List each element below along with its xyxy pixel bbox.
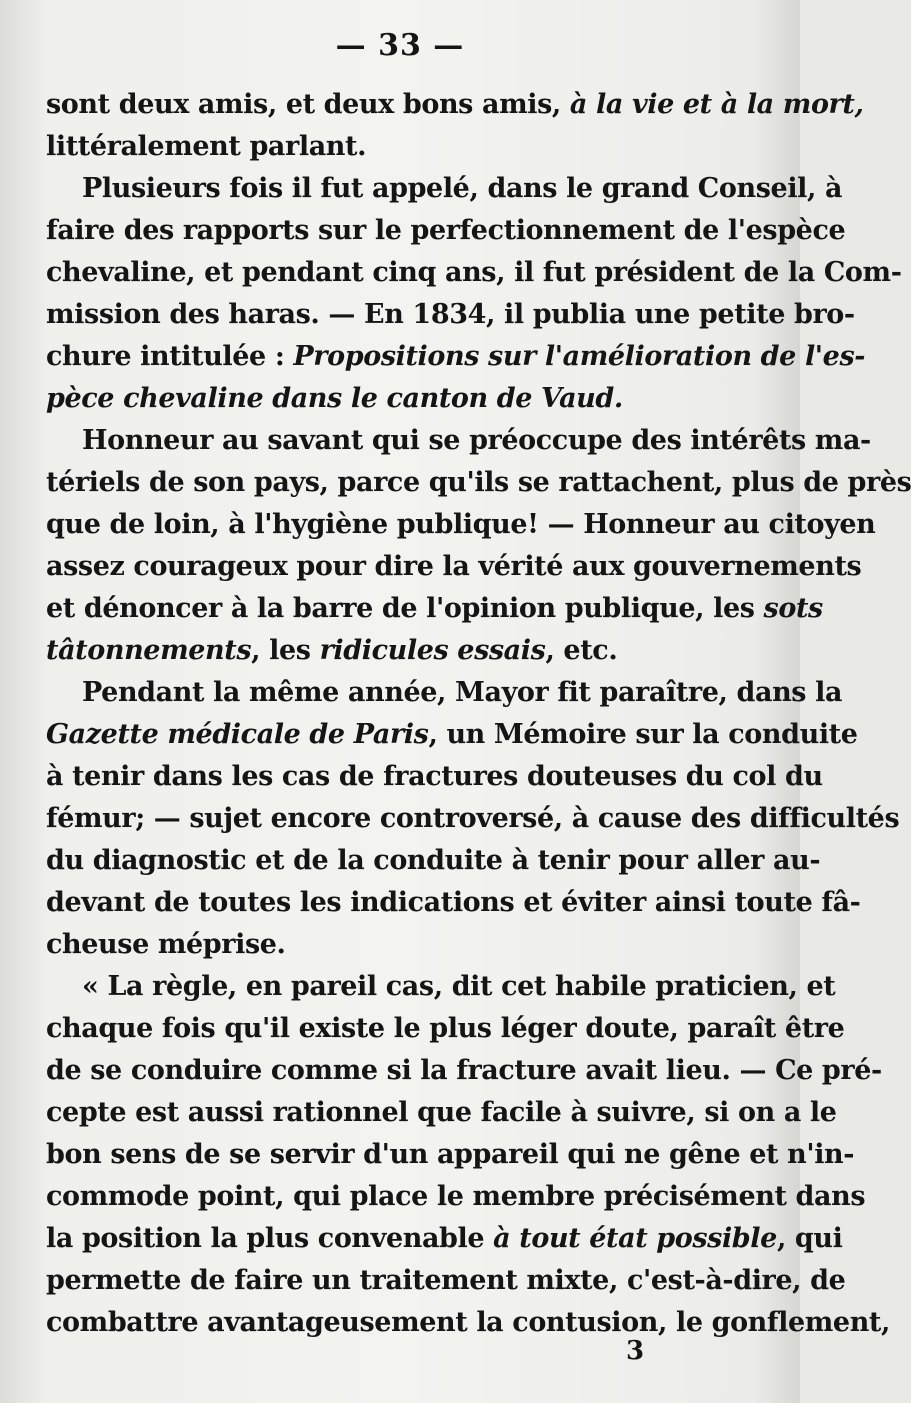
text-line bbox=[46, 336, 866, 378]
text-line bbox=[46, 588, 823, 630]
page-number-header: — 33 — bbox=[335, 28, 465, 63]
text-segment: , qui bbox=[776, 1223, 843, 1254]
paragraph bbox=[46, 420, 911, 672]
text-segment: permette de faire un traitement mixte, c'est-à-dire, de bbox=[46, 1265, 846, 1296]
paragraph bbox=[46, 966, 891, 1344]
paragraph bbox=[46, 84, 864, 168]
text-segment: commode point, qui place le membre précisément dans bbox=[46, 1181, 866, 1212]
text-segment: de se conduire comme si la fracture avait lieu. — Ce pré- bbox=[46, 1055, 882, 1086]
italic-segment: Gazette médicale de Paris bbox=[46, 719, 429, 750]
text-segment: et dénoncer à la barre de l'opinion publique, les bbox=[46, 593, 764, 624]
italic-segment: Propositions sur l'amélioration de l'es- bbox=[293, 341, 866, 372]
text-line bbox=[46, 1176, 866, 1218]
text-line bbox=[46, 1050, 882, 1092]
text-line bbox=[46, 1092, 837, 1134]
body-text bbox=[46, 84, 911, 1344]
text-segment: , un Mémoire sur la conduite bbox=[428, 719, 858, 750]
text-segment: que de loin, à l'hygiène publique! — Honneur au citoyen bbox=[46, 509, 876, 540]
text-line bbox=[46, 840, 821, 882]
text-line bbox=[46, 1134, 855, 1176]
text-line bbox=[46, 1008, 845, 1050]
text-line bbox=[46, 462, 911, 504]
italic-segment: sots bbox=[763, 593, 823, 624]
text-line bbox=[46, 714, 858, 756]
text-line bbox=[46, 420, 871, 462]
text-segment: tériels de son pays, parce qu'ils se rattachent, plus de près bbox=[46, 467, 911, 498]
italic-segment: ridicules essais bbox=[319, 635, 546, 666]
text-segment: Pendant la même année, Mayor fit paraître, dans la bbox=[82, 677, 843, 708]
text-segment: sont deux amis, et deux bons amis, bbox=[46, 89, 570, 120]
text-line bbox=[46, 504, 876, 546]
text-line bbox=[46, 210, 846, 252]
italic-segment: à la vie et à la mort, bbox=[569, 89, 864, 120]
text-line bbox=[46, 168, 843, 210]
signature-mark: 3 bbox=[626, 1336, 645, 1366]
text-line bbox=[46, 924, 756, 966]
text-line bbox=[46, 546, 862, 588]
text-segment: combattre avantageusement la contusion, le gonflement, bbox=[46, 1307, 891, 1338]
text-segment: Plusieurs fois il fut appelé, dans le grand Conseil, à bbox=[82, 173, 843, 204]
text-segment: faire des rapports sur le perfectionnement de l'espèce bbox=[46, 215, 846, 246]
italic-segment: pèce chevaline dans le canton de Vaud. bbox=[46, 383, 623, 414]
text-line bbox=[46, 882, 861, 924]
paragraph bbox=[46, 168, 902, 420]
text-line bbox=[46, 1302, 891, 1344]
text-segment: chure intitulée : bbox=[46, 341, 294, 372]
text-line bbox=[46, 630, 756, 672]
text-line bbox=[46, 1260, 846, 1302]
text-segment: chevaline, et pendant cinq ans, il fut président de la Com- bbox=[46, 257, 902, 288]
text-segment: mission des haras. — En 1834, il publia une petite bro- bbox=[46, 299, 855, 330]
text-segment: Honneur au savant qui se préoccupe des intérêts ma- bbox=[82, 425, 871, 456]
text-line bbox=[46, 378, 756, 420]
text-line bbox=[46, 84, 864, 126]
text-segment: bon sens de se servir d'un appareil qui ne gêne et n'in- bbox=[46, 1139, 855, 1170]
text-line bbox=[46, 672, 843, 714]
italic-segment: tâtonnements bbox=[46, 635, 252, 666]
italic-segment: à tout état possible bbox=[493, 1223, 777, 1254]
text-segment: cheuse méprise. bbox=[46, 929, 286, 960]
text-segment: fémur; — sujet encore controversé, à cause des difficultés bbox=[46, 803, 900, 834]
text-line bbox=[46, 252, 902, 294]
text-segment: « La règle, en pareil cas, dit cet habile praticien, et bbox=[82, 971, 836, 1002]
text-segment: à tenir dans les cas de fractures douteuses du col du bbox=[46, 761, 823, 792]
text-segment: assez courageux pour dire la vérité aux gouvernements bbox=[46, 551, 862, 582]
text-line bbox=[46, 756, 823, 798]
text-segment: la position la plus convenable bbox=[46, 1223, 494, 1254]
text-segment: littéralement parlant. bbox=[46, 131, 367, 162]
text-segment: devant de toutes les indications et éviter ainsi toute fâ- bbox=[46, 887, 861, 918]
text-segment: , les bbox=[251, 635, 320, 666]
text-segment: , etc. bbox=[545, 635, 618, 666]
text-line bbox=[46, 966, 836, 1008]
text-line bbox=[46, 1218, 843, 1260]
text-segment: chaque fois qu'il existe le plus léger doute, paraît être bbox=[46, 1013, 845, 1044]
text-line bbox=[46, 798, 900, 840]
text-line bbox=[46, 126, 756, 168]
paragraph bbox=[46, 672, 900, 966]
text-line bbox=[46, 294, 855, 336]
text-segment: du diagnostic et de la conduite à tenir pour aller au- bbox=[46, 845, 821, 876]
text-segment: cepte est aussi rationnel que facile à suivre, si on a le bbox=[46, 1097, 837, 1128]
